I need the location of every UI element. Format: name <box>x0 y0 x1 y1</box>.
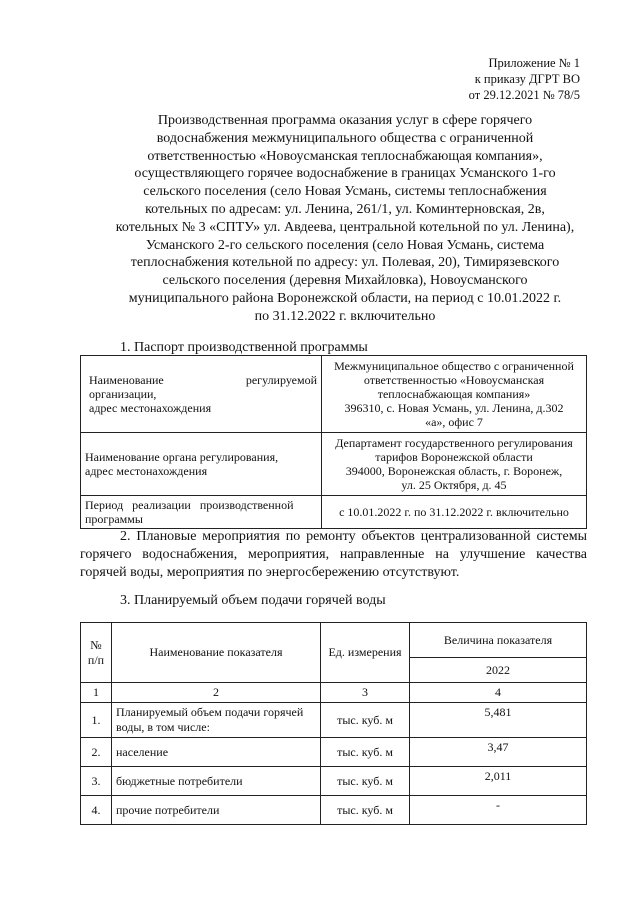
passport-table <box>80 355 587 529</box>
row-name: бюджетные потребители <box>112 767 321 796</box>
title-line: Производственная программа оказания услуг в сфере горячего <box>157 113 533 128</box>
table-row <box>81 796 587 825</box>
title-line: муниципального района Воронежской области, на период с 10.01.2022 г. <box>128 290 562 306</box>
header-value: Величина показателя <box>410 623 587 658</box>
section3-heading: 3. Планируемый объем подачи горячей воды <box>120 593 386 608</box>
cell-text: тарифов Воронежской области <box>375 450 533 464</box>
column-number-row <box>81 683 587 703</box>
passport-heading: 1. Паспорт производственной программы <box>120 340 368 355</box>
title-line: водоснабжения межмуниципального общества с ограниченной <box>156 130 534 146</box>
row-unit: тыс. куб. м <box>321 738 410 767</box>
cell-text: регулируемой <box>245 373 317 387</box>
table-row <box>81 356 587 433</box>
row-value: - <box>410 796 587 825</box>
cell-text: организации, <box>89 387 157 401</box>
title-line: по 31.12.2022 г. включительно <box>254 308 436 324</box>
cell-text: Межмуниципальное общество с ограниченной <box>334 359 574 373</box>
cell-text: Департамент государственного регулирования <box>335 436 573 450</box>
column-number: 2 <box>112 683 321 703</box>
annex-line: от 29.12.2021 № 78/5 <box>468 88 580 102</box>
title-line: котельных по адресам: ул. Ленина, 261/1, ул. Коминтерновская, 2в, <box>145 201 545 217</box>
table-cell <box>81 496 322 529</box>
column-number: 1 <box>81 683 112 703</box>
cell-text: адрес местонахождения <box>85 464 208 478</box>
cell-text: ответственностью «Новоусманская <box>363 373 545 387</box>
table-row <box>81 767 587 796</box>
section2-paragraph: 2. Плановые мероприятия по ремонту объектов централизованной системы горячего водоснабжения, мероприятия, направленные на улучшение качества горячей воды, мероприятия по энергосбережению отсутствуют. <box>80 529 587 580</box>
row-value: 5,481 <box>410 703 587 738</box>
title-line: сельского поселения (село Новая Усмань, системы теплоснабжения <box>143 184 547 200</box>
table-row <box>81 433 587 496</box>
table-cell <box>81 356 322 433</box>
row-name-line: воды, в том числе: <box>116 720 210 734</box>
table-cell <box>81 433 322 496</box>
cell-text: теплоснабжающая компания» <box>377 387 531 401</box>
table-cell <box>322 433 587 496</box>
title-line: котельных № 3 «СПТУ» ул. Авдеева, центральной котельной по ул. Ленина), <box>115 219 575 235</box>
title-line: ответственностью «Новоусманская теплоснабжающая компания», <box>147 148 543 164</box>
row-num: 3. <box>81 767 112 796</box>
row-unit: тыс. куб. м <box>321 767 410 796</box>
document-title <box>90 112 600 326</box>
cell-text: Наименование органа регулирования, <box>85 450 279 464</box>
column-number: 4 <box>410 683 587 703</box>
cell-text: Период реализации производственной <box>85 498 294 512</box>
column-number: 3 <box>321 683 410 703</box>
header-num: № п/п <box>81 623 112 683</box>
header-row <box>81 623 587 658</box>
table-cell: с 10.01.2022 г. по 31.12.2022 г. включительно <box>322 496 587 529</box>
volume-table <box>80 622 587 825</box>
title-line: Усманского 2-го сельского поселения (село Новая Усмань, система <box>145 237 545 253</box>
annex-header <box>469 55 580 103</box>
title-line: теплоснабжения котельной по адресу: ул. Полевая, 20), Тимирязевского <box>130 255 560 271</box>
row-name: прочие потребители <box>112 796 321 825</box>
row-value: 3,47 <box>410 738 587 767</box>
annex-line: к приказу ДГРТ ВО <box>474 72 580 86</box>
cell-text: адрес местонахождения <box>89 401 212 415</box>
row-unit: тыс. куб. м <box>321 796 410 825</box>
row-name <box>112 703 321 738</box>
cell-text: программы <box>85 512 143 526</box>
row-unit: тыс. куб. м <box>321 703 410 738</box>
cell-text: 394000, Воронежская область, г. Воронеж, <box>345 464 563 478</box>
annex-line: Приложение № 1 <box>488 56 580 70</box>
row-name: население <box>112 738 321 767</box>
title-line: сельского поселения (деревня Михайловка), Новоусманского <box>162 273 528 289</box>
row-num: 1. <box>81 703 112 738</box>
cell-text: 396310, с. Новая Усмань, ул. Ленина, д.302 <box>344 401 564 415</box>
header-year: 2022 <box>410 658 587 683</box>
title-line: осуществляющего горячее водоснабжение в границах Усманского 1-го <box>134 166 556 182</box>
table-row <box>81 496 587 529</box>
cell-text: ул. 25 Октября, д. 45 <box>401 478 507 492</box>
cell-text: Наименование <box>89 373 164 387</box>
header-name: Наименование показателя <box>112 623 321 683</box>
table-row <box>81 738 587 767</box>
row-name-line: Планируемый объем подачи горячей <box>116 705 304 719</box>
cell-text: «а», офис 7 <box>425 415 483 429</box>
row-value: 2,011 <box>410 767 587 796</box>
table-cell <box>322 356 587 433</box>
row-num: 2. <box>81 738 112 767</box>
row-num: 4. <box>81 796 112 825</box>
header-unit: Ед. измерения <box>321 623 410 683</box>
table-row <box>81 703 587 738</box>
